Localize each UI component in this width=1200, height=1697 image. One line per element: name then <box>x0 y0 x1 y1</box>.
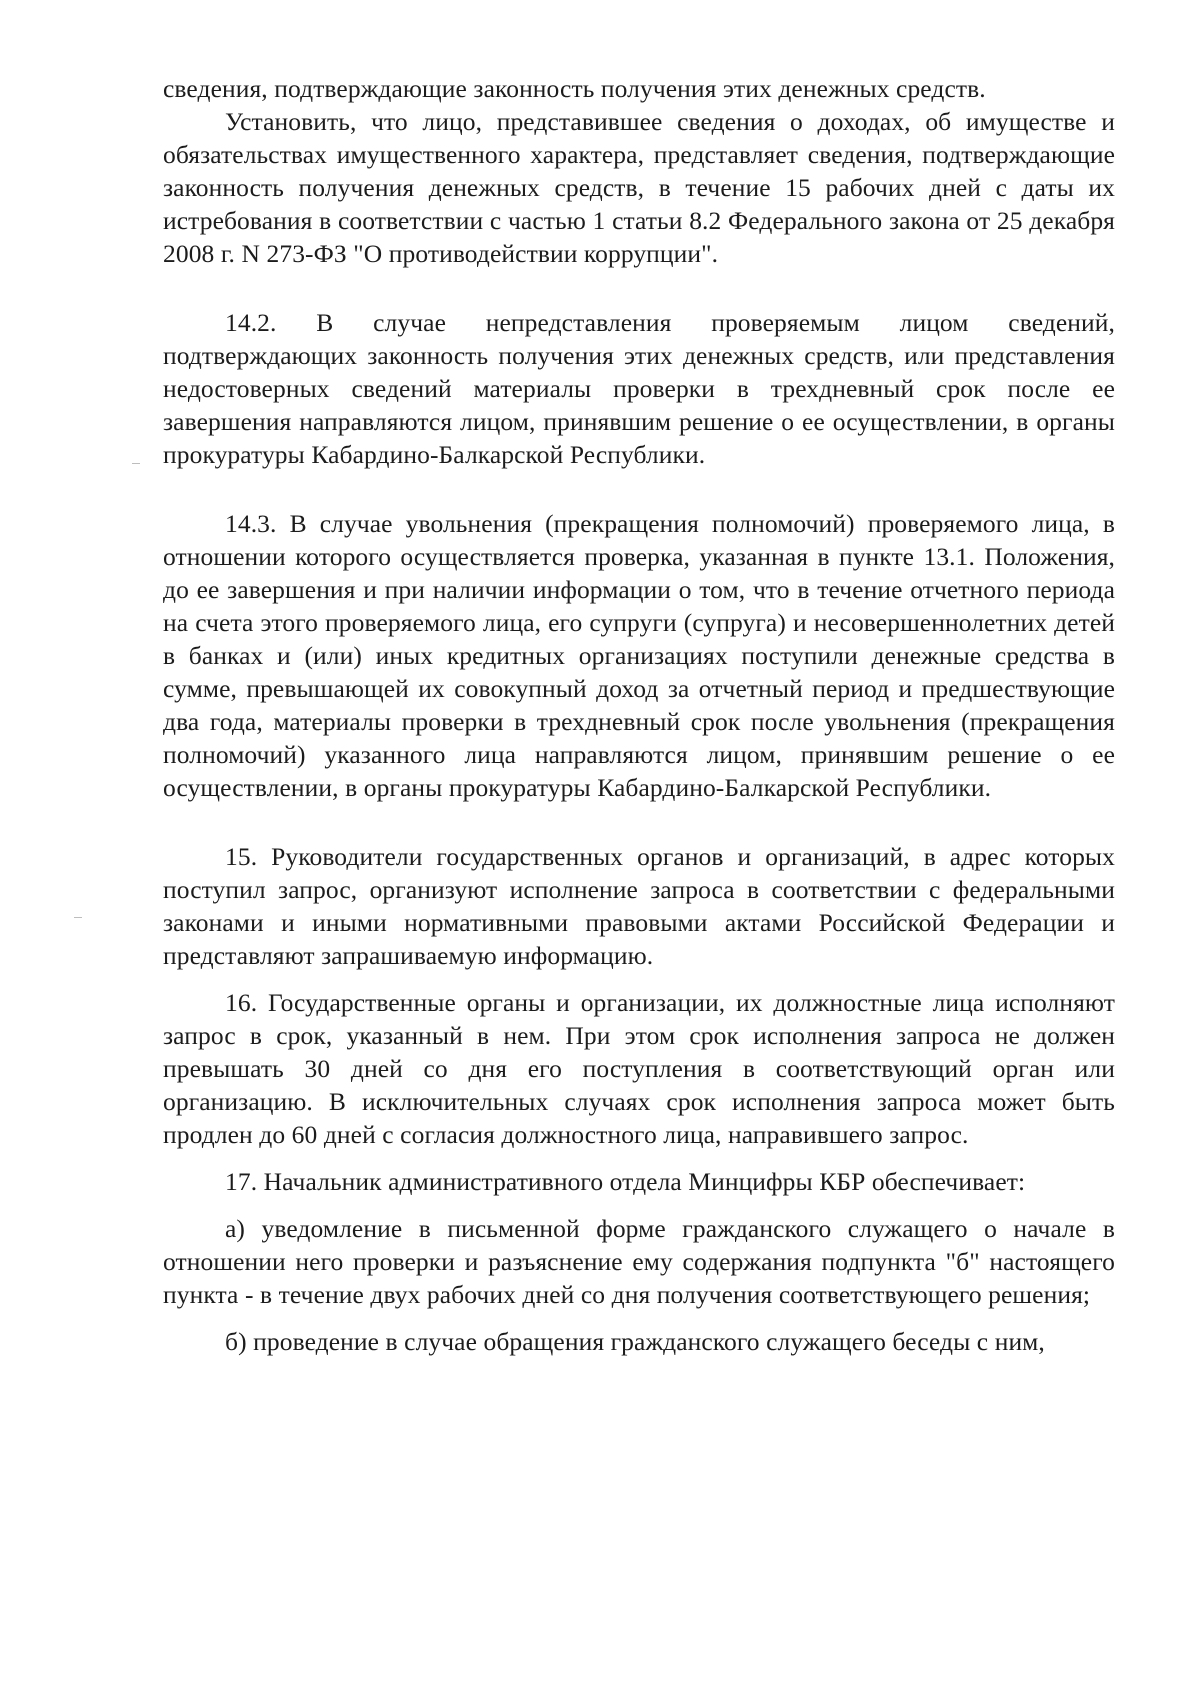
paragraph-14-3: 14.3. В случае увольнения (прекращения полномочий) проверяемого лица, в отношении которого осуществляется проверка, указанная в пункте 13.1. Положения, до ее завершения и при наличии информации о том, что в течение отчетного периода на счета этого проверяемого лица, его супруги (супруга) и несовершеннолетних детей в банках и (или) иных кредитных организациях поступили денежные средства в сумме, превышающей их совокупный доход за отчетный период и предшествующие два года, материалы проверки в трехдневный срок после увольнения (прекращения полномочий) указанного лица направляются лицом, принявшим решение о ее осуществлении, в органы прокуратуры Кабардино-Балкарской Республики. <box>163 509 1115 802</box>
paragraph-17-a: а) уведомление в письменной форме гражданского служащего о начале в отношении него проверки и разъяснение ему содержания подпункта "б" настоящего пункта - в течение двух рабочих дней со дня получения соответствующего решения; <box>163 1214 1115 1309</box>
paragraph-14-2: 14.2. В случае непредставления проверяемым лицом сведений, подтверждающих законность получения этих денежных средств, или представления недостоверных сведений материалы проверки в трехдневный срок после ее завершения направляются лицом, принявшим решение о ее осуществлении, в органы прокуратуры Кабардино-Балкарской Республики. <box>163 308 1115 469</box>
paragraph-continuation: сведения, подтверждающие законность получения этих денежных средств. <box>163 74 986 103</box>
paragraph-17: 17. Начальник административного отдела Минцифры КБР обеспечивает: <box>225 1167 1026 1196</box>
scan-artifact-line <box>132 463 140 464</box>
scan-artifact-line <box>74 917 82 918</box>
paragraph-17-b: б) проведение в случае обращения гражданского служащего беседы с ним, <box>225 1327 1045 1356</box>
paragraph-15: 15. Руководители государственных органов и организаций, в адрес которых поступил запрос, организуют исполнение запроса в соответствии с федеральными законами и иными нормативными правовыми актами Российской Федерации и представляют запрашиваемую информацию. <box>163 842 1115 970</box>
document-body <box>163 72 1115 1358</box>
paragraph-evidence-deadline: Установить, что лицо, представившее сведения о доходах, об имуществе и обязательствах имущественного характера, представляет сведения, подтверждающие законность получения денежных средств, в течение 15 рабочих дней с даты их истребования в соответствии с частью 1 статьи 8.2 Федерального закона от 25 декабря 2008 г. N 273-ФЗ "О противодействии коррупции". <box>163 107 1115 268</box>
paragraph-16: 16. Государственные органы и организации, их должностные лица исполняют запрос в срок, указанный в нем. При этом срок исполнения запроса не должен превышать 30 дней со дня его поступления в соответствующий орган или организацию. В исключительных случаях срок исполнения запроса может быть продлен до 60 дней с согласия должностного лица, направившего запрос. <box>163 988 1115 1149</box>
